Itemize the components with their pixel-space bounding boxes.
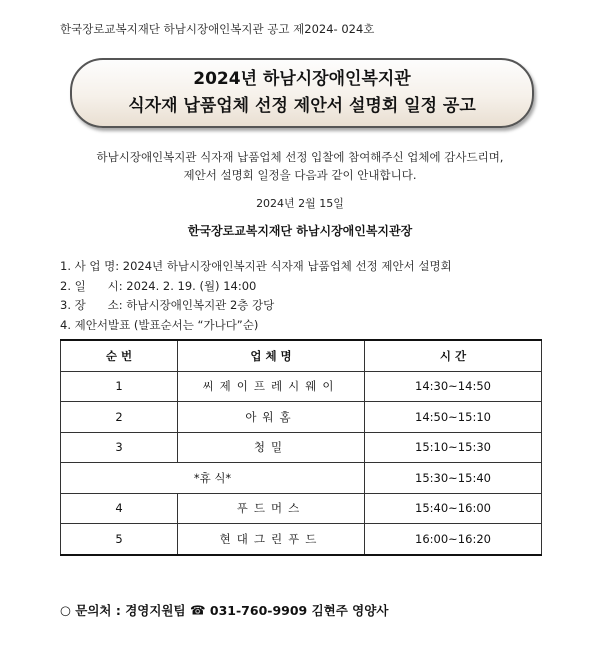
- contact-phone: 031-760-9909 김현주 영양사: [209, 603, 389, 618]
- table-row-break: [61, 463, 542, 494]
- intro-line-2: 제안서 설명회 일정을 다음과 같이 안내합니다.: [183, 168, 417, 182]
- table-row: [61, 493, 542, 524]
- row-order: 2: [61, 402, 178, 433]
- row-time: 15:10~15:30: [365, 432, 542, 463]
- table-row: [61, 524, 542, 555]
- row-company: 씨제이프레시웨이: [178, 371, 365, 402]
- row-order: 5: [61, 524, 178, 555]
- contact-info: [60, 601, 388, 619]
- detail-datetime: 2. 일 시: 2024. 2. 19. (월) 14:00: [60, 278, 257, 293]
- detail-project-name: 1. 사 업 명: 2024년 하남시장애인복지관 식자재 납품업체 선정 제안서 설명회: [60, 259, 452, 273]
- header-time: 시 간: [365, 340, 542, 371]
- issuer-organization: 한국장로교복지재단 하남시장애인복지관장: [187, 224, 413, 238]
- title-line-2: 식자재 납품업체 선정 제안서 설명회 일정 공고: [128, 96, 476, 116]
- header-company: 업 체 명: [178, 340, 365, 371]
- row-order: 3: [61, 432, 178, 463]
- detail-presentation-order: 4. 제안서발표 (발표순서는 “가나다”순): [60, 317, 259, 332]
- circle-bullet-icon: ○: [60, 602, 71, 618]
- row-time: 14:50~15:10: [365, 402, 542, 433]
- schedule-table: [60, 339, 542, 556]
- header-order: 순 번: [61, 340, 178, 371]
- title-line-1: 2024년 하남시장애인복지관: [193, 69, 411, 89]
- detail-location: 3. 장 소: 하남시장애인복지관 2층 강당: [60, 298, 275, 312]
- details-list: [60, 257, 452, 335]
- row-time: 15:30~15:40: [365, 463, 542, 494]
- row-company: 청밀: [178, 432, 365, 463]
- phone-icon: ☎: [189, 602, 206, 618]
- break-label: *휴 식*: [61, 463, 365, 494]
- intro-paragraph: [0, 148, 600, 184]
- row-time: 15:40~16:00: [365, 493, 542, 524]
- notice-date: 2024년 2월 15일: [256, 197, 344, 210]
- table-row: [61, 432, 542, 463]
- contact-label: 문의처 : 경영지원팀: [75, 603, 186, 618]
- table-row: [61, 402, 542, 433]
- row-company: 아워홈: [178, 402, 365, 433]
- row-company: 현대그린푸드: [178, 524, 365, 555]
- intro-line-1: 하남시장애인복지관 식자재 납품업체 선정 입찰에 참여해주신 업체에 감사드리며,: [96, 150, 504, 164]
- table-header-row: [61, 340, 542, 371]
- row-time: 14:30~14:50: [365, 371, 542, 402]
- row-order: 4: [61, 493, 178, 524]
- notice-number: 한국장로교복지재단 하남시장애인복지관 공고 제2024- 024호: [60, 22, 375, 36]
- row-order: 1: [61, 371, 178, 402]
- row-time: 16:00~16:20: [365, 524, 542, 555]
- title-banner: [70, 58, 534, 128]
- table-row: [61, 371, 542, 402]
- row-company: 푸드머스: [178, 493, 365, 524]
